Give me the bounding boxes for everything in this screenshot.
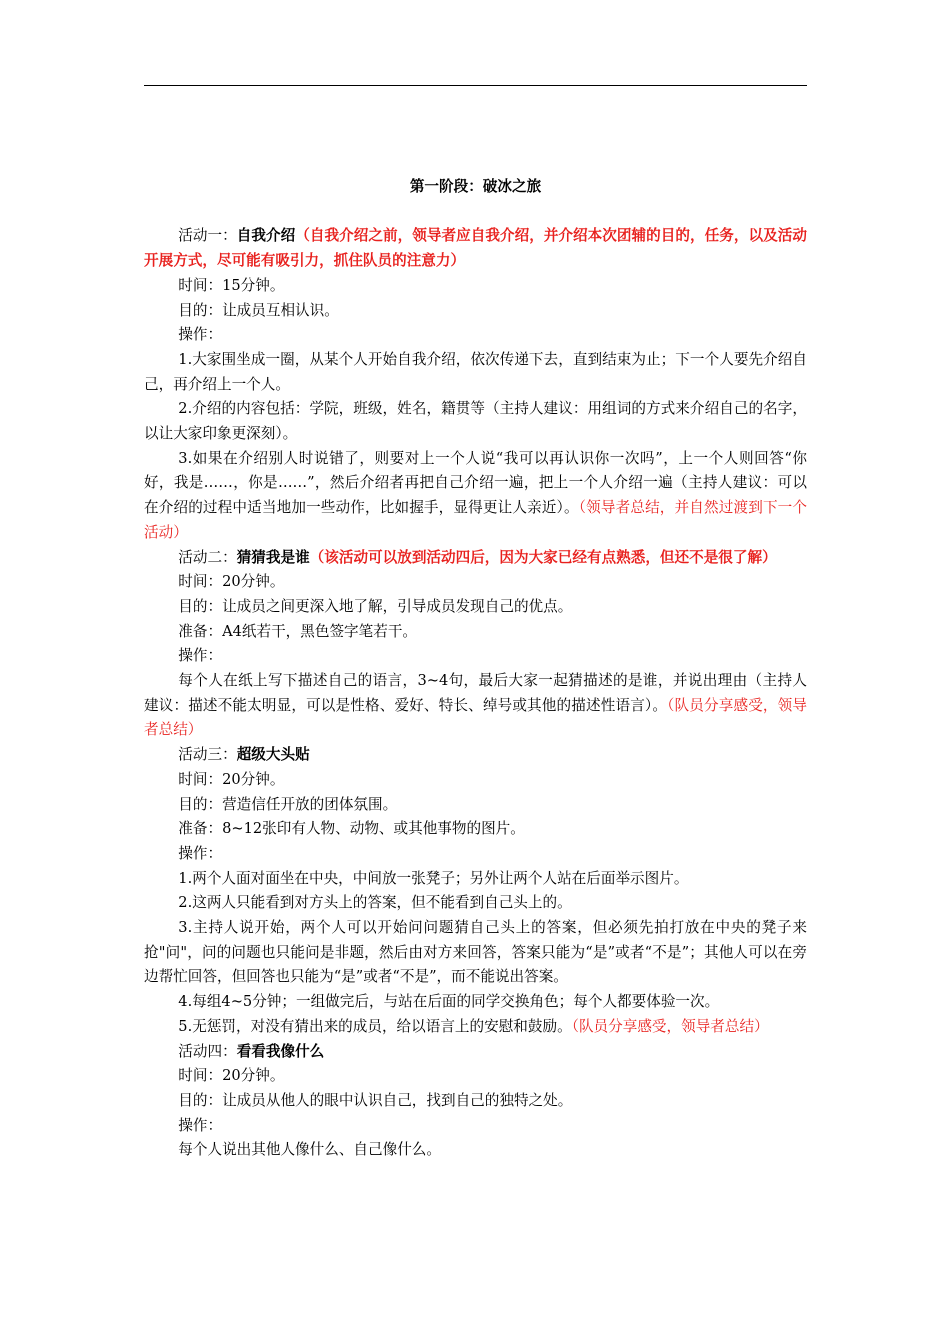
activity4-time: 时间：20分钟。 [178, 1067, 285, 1085]
activity2-op-note: （队员分享感受，领导者总结） [144, 696, 807, 739]
activity3-time: 时间：20分钟。 [178, 770, 285, 788]
activity1-heading [144, 224, 807, 273]
activity2-op-label: 操作： [178, 647, 223, 665]
activity3-step5-text: 5.无惩罚，对没有猜出来的成员，给以语言上的安慰和鼓励。 [178, 1017, 572, 1035]
activity2-name: 猜猜我是谁 [236, 548, 310, 566]
activity2-prefix: 活动二： [178, 548, 237, 566]
activity1-op-label: 操作： [178, 326, 223, 344]
stage-title: 第一阶段：破冰之旅 [409, 178, 542, 195]
activity3-goal: 目的：营造信任开放的团体氛围。 [178, 795, 398, 813]
activity2-op [144, 669, 807, 743]
activity1-step3 [144, 447, 807, 546]
activity3-step1: 1.两个人面对面坐在中央，中间放一张凳子；另外让两个人站在后面举示图片。 [178, 869, 689, 887]
activity4-heading [144, 1040, 807, 1065]
activity3-step2: 2.这两人只能看到对方头上的答案，但不能看到自己头上的。 [178, 894, 572, 912]
activity3-prefix: 活动三： [178, 746, 237, 764]
activity3-name: 超级大头贴 [236, 746, 310, 764]
activity1-time: 时间：15分钟。 [178, 276, 285, 294]
activity3-heading [144, 743, 807, 768]
activity2-op-text: 每个人在纸上写下描述自己的语言，3~4句，最后大家一起猜描述的是谁，并说出理由（主持人建议：描述不能太明显，可以是性格、爱好、特长、绰号或其他的描述性语言）。 [144, 672, 807, 714]
document-body [144, 175, 807, 1163]
activity1-goal: 目的：让成员互相认识。 [178, 301, 339, 319]
activity3-step3: 3.主持人说开始，两个人可以开始问问题猜自己头上的答案，但必须先拍打放在中央的凳子来抢"问"，问的问题也只能问是非题，然后由对方来回答，答案只能为“是”或者“不是”；其他人可以在旁边帮忙回答，但回答也只能为“是”或者“不是”，而不能说出答案。 [144, 919, 807, 986]
activity2-goal: 目的：让成员之间更深入地了解，引导成员发现自己的优点。 [178, 597, 573, 615]
activity4-op-text: 每个人说出其他人像什么、自己像什么。 [178, 1141, 441, 1159]
activity1-step1: 1.大家围坐成一圈，从某个人开始自我介绍，依次传递下去，直到结束为止；下一个人要先介绍自己，再介绍上一个人。 [144, 350, 807, 393]
activity1-note: （自我介绍之前，领导者应自我介绍，并介绍本次团辅的目的，任务，以及活动开展方式，尽可能有吸引力，抓住队员的注意力） [144, 227, 807, 270]
activity2-time: 时间：20分钟。 [178, 573, 285, 591]
activity4-name: 看看我像什么 [236, 1042, 325, 1060]
activity2-note: （该活动可以放到活动四后，因为大家已经有点熟悉，但还不是很了解） [309, 548, 777, 566]
activity3-prep: 准备：8~12张印有人物、动物、或其他事物的图片。 [178, 820, 525, 838]
activity2-prep: 准备：A4纸若干，黑色签字笔若干。 [178, 622, 418, 640]
activity4-prefix: 活动四： [178, 1042, 237, 1060]
activity4-goal: 目的：让成员从他人的眼中认识自己，找到自己的独特之处。 [178, 1092, 573, 1109]
activity3-op-label: 操作： [178, 844, 223, 862]
activity3-step5 [144, 1015, 807, 1040]
activity4-op-label: 操作： [178, 1116, 223, 1134]
activity1-step2: 2.介绍的内容包括：学院，班级，姓名，籍贯等（主持人建议：用组词的方式来介绍自己的名字，以让大家印象更深刻）。 [144, 400, 807, 443]
header-rule [144, 85, 807, 86]
activity3-step5-note: （队员分享感受，领导者总结） [571, 1017, 769, 1035]
activity2-heading [144, 546, 807, 571]
activity1-step3-text: 3.如果在介绍别人时说错了，则要对上一个人说“我可以再认识你一次吗”，上一个人则回答“你好，我是……，你是……”，然后介绍者再把自己介绍一遍，把上一个人介绍一遍（主持人建议：可以在介绍的过程中适当地加一些动作，比如握手，显得更让人亲近）。 [144, 449, 807, 517]
activity1-prefix: 活动一： [178, 227, 237, 245]
activity1-name: 自我介绍 [236, 227, 296, 245]
activity1-step3-note: （领导者总结，并自然过渡到下一个活动） [144, 499, 807, 541]
activity3-step4: 4.每组4~5分钟；一组做完后，与站在后面的同学交换角色；每个人都要体验一次。 [178, 993, 720, 1011]
